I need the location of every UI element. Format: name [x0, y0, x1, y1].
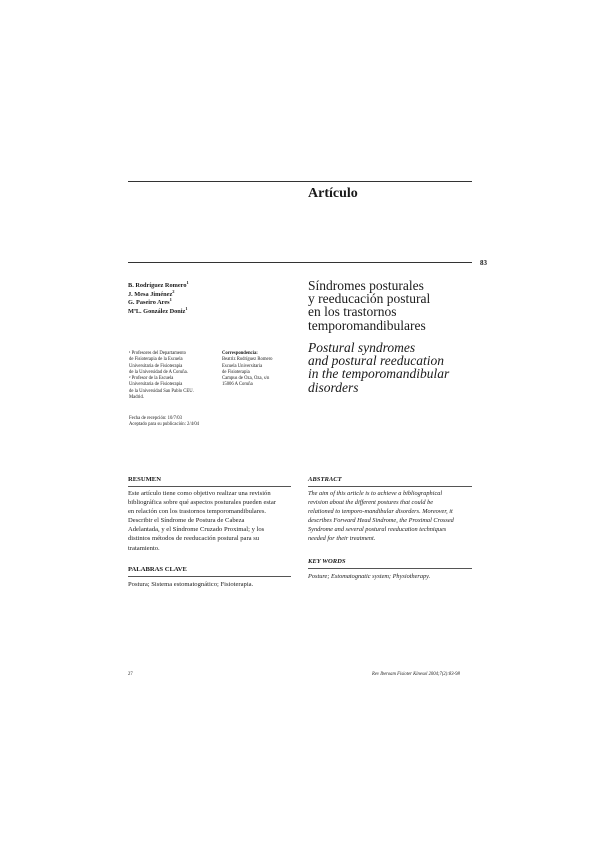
footer-page-number: 27 [128, 672, 133, 677]
abstract-rule [308, 486, 472, 487]
keywords-body: Posture; Estomatognatic system; Physiotherapy. [308, 573, 431, 580]
author: J. Mesa Jiménez$^2$ [128, 288, 175, 298]
keywords-rule [308, 568, 472, 569]
resumen-body: Este artículo tiene como objetivo realizar una revisión bibliográfica sobre qué aspectos posturales pueden estar en relación con los trastornos temporomandibulares. Describir el Síndrome de Postura de Cabeza Adelantada, y el Síndrome Cruzado Proximal; y los distintos métodos de reeducación postural para su tratamiento. [128, 490, 276, 552]
resumen-heading: RESUMEN [128, 476, 161, 483]
author-list [128, 279, 189, 316]
dates: Fecha de recepción: 10/7/03 Aceptado para su publicación: 2/4/04 [129, 416, 200, 428]
resumen-rule [128, 486, 291, 487]
palabras-clave-body: Postura; Sistema estomatognático; Fisioterapia. [128, 581, 254, 588]
footer-citation: Rev Iberoam Fisioter Kinesol 2004;7(2):83-98 [372, 672, 460, 677]
title-spanish: Síndromes posturales y reeducación postural en los trastornos temporomandibulares [308, 278, 431, 333]
section-title: Artículo [308, 186, 358, 201]
palabras-clave-heading: PALABRAS CLAVE [128, 566, 187, 573]
header-top-rule [128, 181, 472, 182]
page-number: 83 [480, 259, 487, 267]
author: G. Paseiro Ares$^1$ [128, 297, 172, 307]
keywords-heading: KEY WORDS [308, 558, 346, 565]
affiliations: ¹ Profesores del Departamento de Fisioterapia de la Escuela Universitaria de Fisioterapia de la Universidad de A Coruña. ² Profesor de la Escuela Universitaria de Fisioterapia de la Universidad San Pablo CEU. Madrid. [129, 351, 194, 401]
author: B. Rodríguez Romero$^1$ [128, 279, 189, 289]
header-bottom-rule [128, 262, 472, 263]
abstract-body: The aim of this article is to achieve a bibliographical revision about the different postures that could be relationed to temporo-mandibular disorders. Moreover, it describes Forward Head Sindrome, the Proximal Crossed Syndrome and several postural reeducation techniques needed for their treatment. [308, 490, 454, 543]
correspondence: Correspondencia: Beatriz Rodríguez Romero Escuela Universitaria de Fisioterapia Campus de Oza, Oza, s/n 15006 A Coruña [222, 351, 273, 388]
author: MªL. González Doniz$^1$ [128, 305, 188, 315]
abstract-heading: ABSTRACT [308, 476, 342, 483]
title-english: Postural syndromes and postural reeducation in the temporomandibular disorders [308, 340, 450, 395]
palabras-clave-rule [128, 576, 291, 577]
